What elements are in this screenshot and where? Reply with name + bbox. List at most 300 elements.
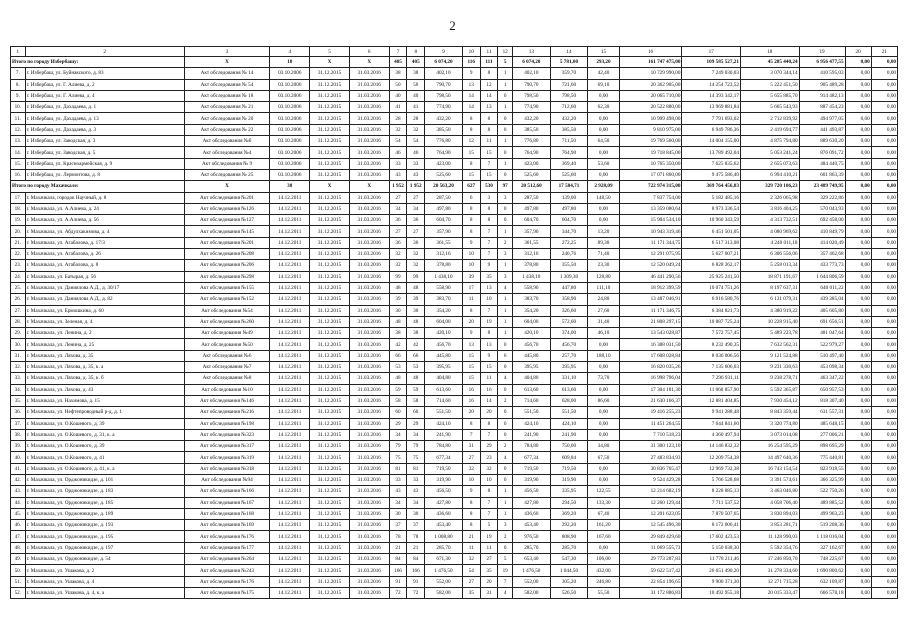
table-cell: 31.12.2015 xyxy=(310,136,350,147)
table-cell: 42 xyxy=(407,339,425,350)
table-cell: 764,90 xyxy=(550,147,588,158)
table-cell: 395,95 xyxy=(425,362,463,373)
table-cell: Акт обследования № 21 xyxy=(184,102,270,113)
table-cell: 14.12.2011 xyxy=(270,237,310,248)
table-cell: 81 xyxy=(389,463,407,474)
table-cell: 10 943 319,46 xyxy=(619,226,682,237)
row-number: 40. xyxy=(11,452,26,463)
table-row xyxy=(11,339,898,350)
table-cell: 0,00 xyxy=(871,452,897,463)
table-cell: 31.03.2016 xyxy=(349,249,389,260)
table-cell: 3 830 894,03 xyxy=(740,508,799,519)
column-header: 7 xyxy=(389,47,407,57)
table-cell: 67,40 xyxy=(588,508,619,519)
table-cell: 11 171 346,75 xyxy=(619,305,682,316)
table-cell: 366 325,99 xyxy=(799,474,845,485)
table-cell: 3 070 344,14 xyxy=(740,68,799,79)
table-cell: 287,50 xyxy=(513,192,551,203)
table-cell: 03.10.2006 xyxy=(270,169,310,180)
table-cell: 34,80 xyxy=(588,441,619,452)
table-cell: 33 xyxy=(389,158,407,169)
table-cell: 14.12.2011 xyxy=(270,418,310,429)
table-row xyxy=(11,192,898,203)
table-cell: 653,40 xyxy=(513,554,551,565)
table-cell: 0,00 xyxy=(871,215,897,226)
table-cell: 312,16 xyxy=(513,249,551,260)
table-cell: 59 xyxy=(407,384,425,395)
table-cell: 33 xyxy=(407,474,425,485)
address-cell: г. Избербаш, ул. Дахадаева, д. 1 xyxy=(25,102,184,113)
table-cell: 31.03.2016 xyxy=(349,554,389,565)
table-cell: 31.12.2015 xyxy=(310,249,350,260)
address-cell: г. Махачкала, ул. Орджоникидзе, д. 193 xyxy=(25,520,184,531)
table-cell: 0,00 xyxy=(845,158,871,169)
column-header: 18 xyxy=(740,47,799,57)
table-cell: 0,00 xyxy=(871,497,897,508)
table-cell: 2 712 839,92 xyxy=(740,113,799,124)
table-cell: 4 240 011,18 xyxy=(740,237,799,248)
table-cell: 167,60 xyxy=(588,531,619,542)
table-cell: 8 xyxy=(480,418,498,429)
table-cell: 166 xyxy=(389,565,407,576)
table-cell: 31.03.2016 xyxy=(349,169,389,180)
table-cell: 378,80 xyxy=(425,260,463,271)
table-cell: 790,70 xyxy=(425,79,463,90)
table-cell: 45 285 440,24 xyxy=(740,57,799,68)
table-cell: 11 128 990,03 xyxy=(740,531,799,542)
table-row xyxy=(11,328,898,339)
table-cell: 385,50 xyxy=(425,124,463,135)
table-cell: Акт обследования №155 xyxy=(184,282,270,293)
table-cell: 326,60 xyxy=(550,305,588,316)
table-cell: 7 xyxy=(480,497,498,508)
table-cell: 0,00 xyxy=(845,316,871,327)
row-number: 7. xyxy=(11,68,26,79)
address-cell: г. Махачкала, ул. Орджоникидзе, д. 195 xyxy=(25,531,184,542)
table-cell: 31.03.2016 xyxy=(349,113,389,124)
table-cell: 72 xyxy=(389,587,407,598)
row-number: 22. xyxy=(11,249,26,260)
table-cell: 3 xyxy=(480,192,498,203)
table-cell: 53 xyxy=(407,362,425,373)
table-cell: 604,00 xyxy=(425,316,463,327)
table-cell: 14.12.2011 xyxy=(270,441,310,452)
table-cell: Акт обследования № 22 xyxy=(184,124,270,135)
table-cell: 31.03.2016 xyxy=(349,260,389,271)
table-row xyxy=(11,587,898,598)
row-number: 50. xyxy=(11,565,26,576)
table-cell: 14.12.2011 xyxy=(270,294,310,305)
table-cell: Акт обследования №243 xyxy=(184,565,270,576)
table-cell: 764,90 xyxy=(425,147,463,158)
table-cell: 79 xyxy=(389,441,407,452)
table-cell: 8 xyxy=(462,418,480,429)
table-cell: 11 778 211,46 xyxy=(682,554,741,565)
row-number: 47. xyxy=(11,531,26,542)
table-cell: 0,00 xyxy=(871,192,897,203)
table-cell: 14 254 723,52 xyxy=(682,79,741,90)
table-cell: 5 222 451,50 xyxy=(740,79,799,90)
table-cell: 402,10 xyxy=(425,68,463,79)
table-cell: 640 011,22 xyxy=(799,282,845,293)
table-cell: 31.12.2015 xyxy=(310,294,350,305)
table-cell: 31.12.2015 xyxy=(310,339,350,350)
table-cell: 613,60 xyxy=(513,384,551,395)
table-cell: 357 462,68 xyxy=(799,249,845,260)
table-cell: 31.12.2015 xyxy=(310,373,350,384)
table-row xyxy=(11,113,898,124)
table-cell: 410 849,79 xyxy=(799,226,845,237)
table-row xyxy=(11,260,898,271)
table-cell: 4 313 732,51 xyxy=(740,215,799,226)
table-cell: Акт обследования №176 xyxy=(184,531,270,542)
table-cell: 447,80 xyxy=(550,282,588,293)
table-cell: 432,20 xyxy=(513,113,551,124)
table-cell: 31.12.2015 xyxy=(310,271,350,282)
table-cell: 0,00 xyxy=(871,565,897,576)
table-cell: 1 xyxy=(498,79,513,90)
table-cell: 823 918,55 xyxy=(799,463,845,474)
table-row xyxy=(11,237,898,248)
table-cell: 60 xyxy=(389,407,407,418)
table-cell: 10 960 343,59 xyxy=(682,215,741,226)
table-cell: 13 xyxy=(462,339,480,350)
table-row xyxy=(11,362,898,373)
address-cell: г. Махачкала, ул. А.Алиева, д. 56 xyxy=(25,215,184,226)
table-cell: 7 644 841,60 xyxy=(682,418,741,429)
table-cell: 0,00 xyxy=(871,429,897,440)
address-cell: г. Махачкала, ул. Нахимова, д. 15 xyxy=(25,395,184,406)
table-cell: 12 260 129,44 xyxy=(619,497,682,508)
table-cell: 241,90 xyxy=(513,429,551,440)
table-cell: 3 xyxy=(498,249,513,260)
table-cell: 510 497,40 xyxy=(799,350,845,361)
table-cell: 0,00 xyxy=(588,215,619,226)
table-cell: 12 209 754,38 xyxy=(682,452,741,463)
table-cell: 86,60 xyxy=(588,395,619,406)
table-cell: 7 625 835,62 xyxy=(682,158,741,169)
table-cell: 31.03.2016 xyxy=(349,531,389,542)
column-header: 6 xyxy=(349,47,389,57)
table-cell: Акт обследования №177 xyxy=(184,542,270,553)
table-cell: 522 979,27 xyxy=(799,339,845,350)
table-cell: 15 xyxy=(462,362,480,373)
table-cell: 7 xyxy=(498,576,513,587)
table-cell: 31.03.2016 xyxy=(349,407,389,418)
table-cell: 8 xyxy=(462,497,480,508)
table-cell: 14.12.2011 xyxy=(270,282,310,293)
table-cell: 03.10.2006 xyxy=(270,136,310,147)
table-cell: Акт обследования №4 xyxy=(184,147,270,158)
table-cell: 15 xyxy=(480,362,498,373)
table-cell: 361,55 xyxy=(425,237,463,248)
total-row xyxy=(11,57,898,68)
table-cell: 30 xyxy=(389,508,407,519)
row-number: 13. xyxy=(11,136,26,147)
table-cell: 30 xyxy=(407,508,425,519)
table-cell: 385,50 xyxy=(513,124,551,135)
table-row xyxy=(11,316,898,327)
table-cell: 1 044,50 xyxy=(550,565,588,576)
address-cell: г. Избербаш, ул. Заводская, д. 3 xyxy=(25,136,184,147)
row-number: 52. xyxy=(11,587,26,598)
table-cell: 293,20 xyxy=(588,57,619,68)
table-cell: 7 870 507,65 xyxy=(682,508,741,519)
table-cell: 0,00 xyxy=(588,124,619,135)
table-cell: 632 109,87 xyxy=(799,576,845,587)
table-cell: 43 xyxy=(407,169,425,180)
table-cell: 358,90 xyxy=(550,294,588,305)
table-cell: 0,00 xyxy=(845,147,871,158)
table-row xyxy=(11,508,898,519)
table-cell: 0,00 xyxy=(845,576,871,587)
table-cell: 10 xyxy=(462,260,480,271)
table-row xyxy=(11,136,898,147)
table-cell: 582,00 xyxy=(513,587,551,598)
table-cell: 453 098,34 xyxy=(799,362,845,373)
table-cell: 0,00 xyxy=(845,226,871,237)
table-cell: 7 249 030,03 xyxy=(682,68,741,79)
table-cell: 8 xyxy=(480,68,498,79)
table-cell: 6 xyxy=(498,350,513,361)
table-cell: 14.12.2011 xyxy=(270,328,310,339)
table-cell: 305,20 xyxy=(550,576,588,587)
table-cell: 31.03.2016 xyxy=(349,328,389,339)
table-cell: 0,00 xyxy=(588,542,619,553)
table-cell: 0,00 xyxy=(588,384,619,395)
row-number: 24. xyxy=(11,271,26,282)
table-cell: 31.03.2016 xyxy=(349,90,389,101)
table-cell: 81 xyxy=(407,463,425,474)
table-cell: 0,00 xyxy=(871,384,897,395)
table-cell: 31.12.2015 xyxy=(310,113,350,124)
table-cell: 58 xyxy=(389,395,407,406)
table-cell: 31.12.2015 xyxy=(310,158,350,169)
table-cell: 133,30 xyxy=(588,497,619,508)
table-row xyxy=(11,124,898,135)
table-cell: 499 963,23 xyxy=(799,508,845,519)
table-cell: 27 xyxy=(407,226,425,237)
table-cell: 31.03.2016 xyxy=(349,68,389,79)
table-cell: 1 xyxy=(498,497,513,508)
column-header: 5 xyxy=(310,47,350,57)
table-cell: Акт обследования №54 xyxy=(184,305,270,316)
table-cell: 405 xyxy=(389,57,407,68)
table-cell: 14.12.2011 xyxy=(270,497,310,508)
table-cell: 15 xyxy=(462,373,480,384)
table-cell: 6 949 786,36 xyxy=(682,124,741,135)
table-cell: 445,80 xyxy=(513,350,551,361)
table-cell: 23,30 xyxy=(588,260,619,271)
table-cell: 14 146 832,32 xyxy=(682,441,741,452)
table-cell: 53 xyxy=(389,362,407,373)
table-cell: 530 xyxy=(480,181,498,192)
table-cell: 0,00 xyxy=(845,441,871,452)
table-cell: 31.12.2015 xyxy=(310,429,350,440)
row-number: 33. xyxy=(11,373,26,384)
table-cell: 631 557,31 xyxy=(799,407,845,418)
table-cell: 13 xyxy=(480,339,498,350)
address-cell: г. Махачкала, ул. О.Кошевого, д. 39 xyxy=(25,441,184,452)
table-cell: 14.12.2011 xyxy=(270,463,310,474)
table-cell: 0,00 xyxy=(871,68,897,79)
table-cell: 79 xyxy=(407,441,425,452)
table-cell: 73,70 xyxy=(588,373,619,384)
table-cell: 241,90 xyxy=(550,429,588,440)
address-cell: г. Махачкала, ул. Даниялова А.Д., д. 30/17 xyxy=(25,282,184,293)
table-cell: 327 162,67 xyxy=(799,542,845,553)
table-cell: 54 xyxy=(389,136,407,147)
table-cell: 31.03.2016 xyxy=(349,463,389,474)
table-cell: 19 416 255,23 xyxy=(619,407,682,418)
table-cell: Акт обследования №49 xyxy=(184,328,270,339)
table-cell: 3 391 574,61 xyxy=(740,474,799,485)
table-cell: 272,25 xyxy=(550,237,588,248)
table-cell: 9 475 586,40 xyxy=(682,169,741,180)
table-cell: 0 xyxy=(498,463,513,474)
table-cell: 16 388 031,50 xyxy=(619,339,682,350)
table-cell: 1 xyxy=(498,486,513,497)
table-cell: 10 999 498,00 xyxy=(619,113,682,124)
table-cell: Акт обследования №146 xyxy=(184,395,270,406)
table-cell: 7 791 693,02 xyxy=(682,113,741,124)
table-cell: X xyxy=(184,57,270,68)
table-cell: 14 xyxy=(462,102,480,113)
address-cell: г. Махачкала, ул. А.Алиева, д. 24 xyxy=(25,203,184,214)
table-cell: 10 228 915,40 xyxy=(740,316,799,327)
table-cell: 1 xyxy=(498,316,513,327)
table-cell: 463 347,22 xyxy=(799,373,845,384)
table-cell: 41 xyxy=(389,102,407,113)
table-cell: 385,50 xyxy=(550,124,588,135)
table-cell: 14.12.2011 xyxy=(270,474,310,485)
table-cell: 28 xyxy=(407,113,425,124)
table-cell: Акт обследования №168 xyxy=(184,508,270,519)
table-cell: 23 xyxy=(480,452,498,463)
table-cell: 20 362 905,00 xyxy=(619,79,682,90)
table-cell: 32 xyxy=(389,249,407,260)
table-cell: 441 493,87 xyxy=(799,124,845,135)
table-cell: 898 695,29 xyxy=(799,441,845,452)
table-cell: Акт обследования № 9 xyxy=(184,158,270,169)
table-cell: 18 871 191,67 xyxy=(740,271,799,282)
table-row xyxy=(11,350,898,361)
row-number: 44. xyxy=(11,497,26,508)
table-cell: 246,80 xyxy=(588,576,619,587)
total-label: Итого по городу Махачкале: xyxy=(11,181,185,192)
table-cell: 0,00 xyxy=(845,531,871,542)
table-row xyxy=(11,79,898,90)
table-cell: 31,40 xyxy=(588,316,619,327)
table-cell: 3 xyxy=(498,520,513,531)
table-cell: 331,10 xyxy=(550,373,588,384)
table-cell: 31.03.2016 xyxy=(349,576,389,587)
table-cell: 11 xyxy=(462,542,480,553)
table-cell: 0 xyxy=(498,113,513,124)
table-cell: 5 655 885,70 xyxy=(740,90,799,101)
table-cell: 29 773 287,83 xyxy=(619,554,682,565)
table-cell: 1 008,80 xyxy=(425,531,463,542)
column-header: 3 xyxy=(184,47,270,57)
table-cell: 0 xyxy=(498,339,513,350)
table-cell: 14.12.2011 xyxy=(270,531,310,542)
table-cell: 31.12.2015 xyxy=(310,147,350,158)
table-cell: 0,00 xyxy=(871,316,897,327)
table-cell: 8 xyxy=(462,520,480,531)
table-cell: 0,00 xyxy=(871,418,897,429)
table-cell: 0,00 xyxy=(871,124,897,135)
table-cell: 122,55 xyxy=(588,486,619,497)
table-cell: 719,50 xyxy=(550,463,588,474)
table-cell: 54 xyxy=(407,136,425,147)
table-cell: 38 xyxy=(270,181,310,192)
table-cell: 188,10 xyxy=(588,350,619,361)
table-cell: 54 xyxy=(462,565,480,576)
table-cell: 329 222,86 xyxy=(799,192,845,203)
table-cell: 776,80 xyxy=(425,136,463,147)
table-cell: 0,00 xyxy=(871,362,897,373)
table-cell: 0,00 xyxy=(871,158,897,169)
table-cell: 7 xyxy=(480,305,498,316)
table-cell: 64,50 xyxy=(588,136,619,147)
table-cell: 0 xyxy=(498,384,513,395)
table-cell: 14 xyxy=(480,90,498,101)
address-cell: г. Махачкала, ул. О.Кошевого, д. 39 xyxy=(25,418,184,429)
table-cell: Акт обследования №50 xyxy=(184,339,270,350)
address-cell: г. Махачкала, ул. О.Кошевого, д. 41 xyxy=(25,452,184,463)
table-cell: 329 720 106,23 xyxy=(740,181,799,192)
table-cell: 31.03.2016 xyxy=(349,215,389,226)
table-cell: 0 xyxy=(498,147,513,158)
table-cell: 361,55 xyxy=(513,237,551,248)
table-cell: 456,70 xyxy=(513,339,551,350)
table-cell: 790,70 xyxy=(513,79,551,90)
table-cell: 0,00 xyxy=(871,294,897,305)
table-cell: Акт обследования №94 xyxy=(184,474,270,485)
table-cell: 14.12.2011 xyxy=(270,316,310,327)
table-row xyxy=(11,305,898,316)
table-cell: 31.03.2016 xyxy=(349,384,389,395)
table-cell: 17 584,71 xyxy=(550,181,588,192)
table-cell: 31.12.2015 xyxy=(310,587,350,598)
table-cell: 0,00 xyxy=(845,474,871,485)
table-cell: 808,90 xyxy=(550,531,588,542)
address-cell: г. Махачкала, ул. Орджоникидзе, д. 197 xyxy=(25,542,184,553)
table-cell: 17 602 423,53 xyxy=(682,531,741,542)
row-number: 49. xyxy=(11,554,26,565)
table-cell: 21 630 166,37 xyxy=(619,395,682,406)
table-cell: 15 xyxy=(480,147,498,158)
table-cell: 0 xyxy=(498,429,513,440)
table-cell: 14 497 640,36 xyxy=(740,452,799,463)
table-cell: 0,00 xyxy=(871,260,897,271)
table-cell: 16 254 595,29 xyxy=(740,441,799,452)
table-cell: 39 xyxy=(407,294,425,305)
table-cell: 31 172 886,83 xyxy=(619,587,682,598)
table-cell: 0,00 xyxy=(845,362,871,373)
table-cell: 31.03.2016 xyxy=(349,474,389,485)
table-cell: 2 655 073,63 xyxy=(740,158,799,169)
table-cell: Акт обследования №169 xyxy=(184,520,270,531)
table-cell: 7 xyxy=(462,429,480,440)
table-cell: 42 xyxy=(389,339,407,350)
table-cell: 456,70 xyxy=(550,339,588,350)
table-cell: 613,60 xyxy=(425,384,463,395)
row-number: 15. xyxy=(11,158,26,169)
table-cell: 319,90 xyxy=(425,474,463,485)
table-cell: 12 520 049,24 xyxy=(619,260,682,271)
table-cell: 36 xyxy=(407,237,425,248)
